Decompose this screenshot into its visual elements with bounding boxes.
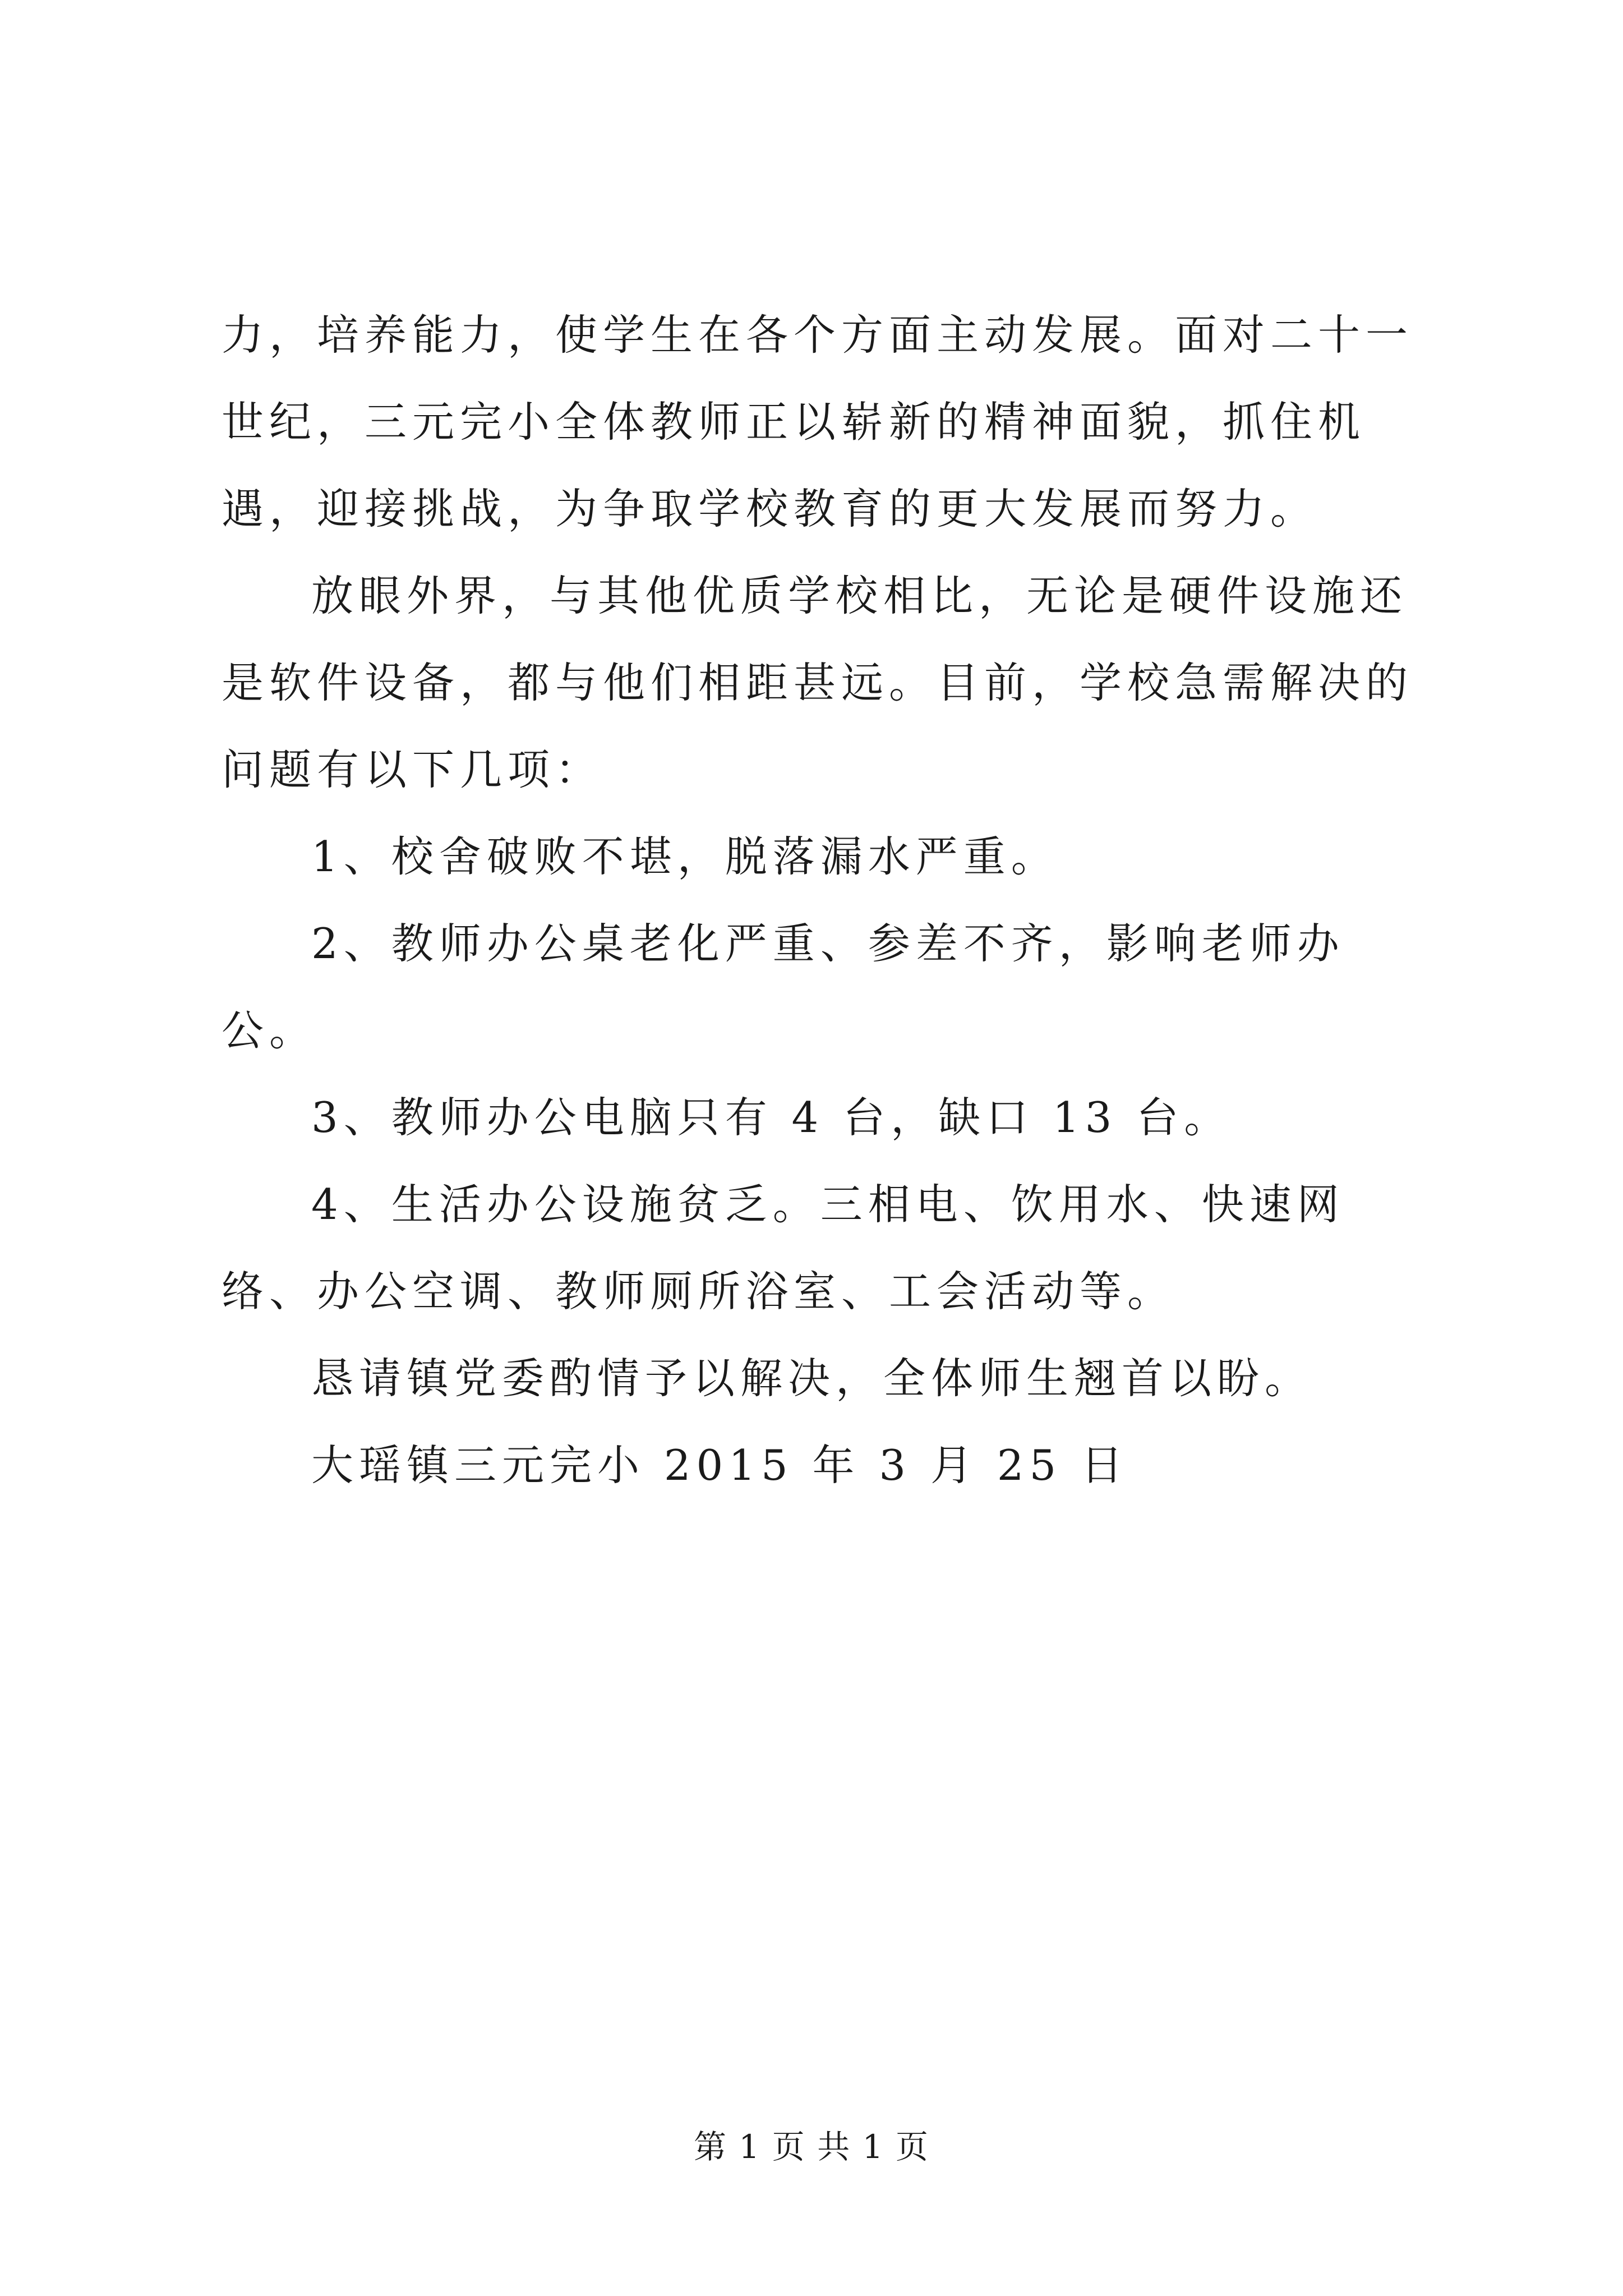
- list-item-1: 1、校舍破败不堪，脱落漏水严重。: [311, 832, 1059, 881]
- paragraph-continuation: 力，培养能力，使学生在各个方面主动发展。面对二十一世纪，三元完小全体教师正以崭新的精神面貌，抓住机遇，迎接挑战，为争取学校教育的更大发展而努力。: [222, 310, 1414, 533]
- document-body: [222, 292, 1422, 1509]
- page-footer: 第 1 页 共 1 页: [694, 2128, 929, 2166]
- list-item-3: 3、教师办公电脑只有 4 台，缺口 13 台。: [311, 1093, 1232, 1142]
- request-paragraph: 恳请镇党委酌情予以解决，全体师生翘首以盼。: [311, 1354, 1313, 1403]
- signature-date: 大瑶镇三元完小 2015 年 3 月 25 日: [311, 1441, 1129, 1490]
- list-item-2: 2、教师办公桌老化严重、参差不齐，影响老师办公。: [222, 919, 1345, 1055]
- paragraph-comparison: 放眼外界，与其他优质学校相比，无论是硬件设施还是软件设备，都与他们相距甚远。目前，学校急需解决的问题有以下几项：: [222, 571, 1414, 794]
- list-item-4: 4、生活办公设施贫乏。三相电、饮用水、快速网络、办公空调、教师厕所浴室、工会活动等。: [222, 1180, 1345, 1316]
